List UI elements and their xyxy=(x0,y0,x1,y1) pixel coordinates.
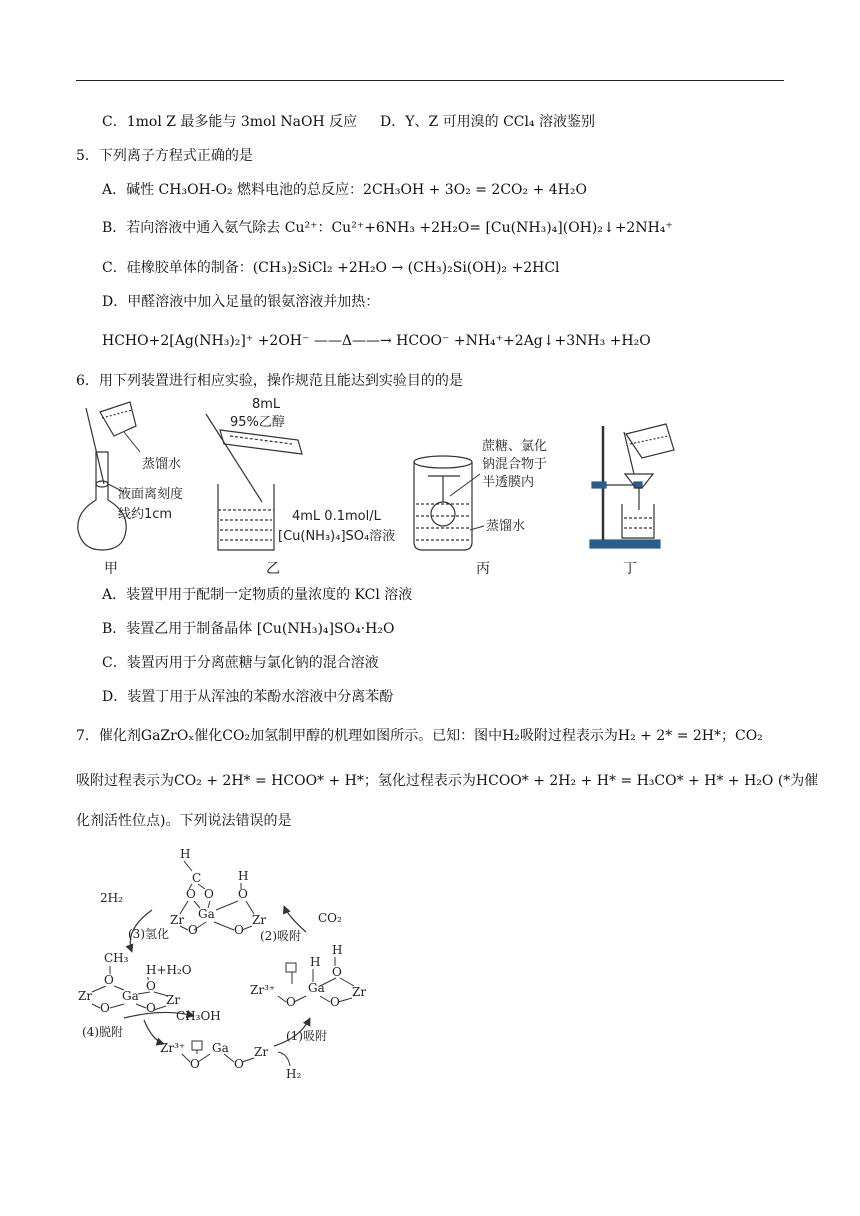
svg-text:O: O xyxy=(234,923,244,937)
bing-note-line1: 蔗糖、氯化 xyxy=(482,439,548,454)
q5-option-d-equation: HCHO+2[Ag(NH₃)₂]⁺ +2OH⁻ ——Δ——→ HCOO⁻ +NH₄⁺+2Ag↓+3NH₃ +H₂O xyxy=(102,333,651,349)
q6-option-a: A．装置甲用于配制一定物质的量浓度的 KCl 溶液 xyxy=(102,587,413,603)
bing-note-line3: 半透膜内 xyxy=(482,475,535,490)
label-step2-adsorption: (2)吸附 xyxy=(260,929,301,943)
bing-note-line2: 钠混合物于 xyxy=(482,457,548,472)
svg-text:H: H xyxy=(180,847,191,861)
svg-text:Zr³⁺: Zr³⁺ xyxy=(160,1041,186,1055)
svg-text:CH₃: CH₃ xyxy=(104,951,129,965)
svg-text:H: H xyxy=(332,943,343,957)
svg-text:Ga: Ga xyxy=(122,989,139,1003)
header-rule xyxy=(76,80,784,81)
q5-option-b: B．若向溶液中通入氨气除去 Cu²⁺：Cu²⁺+6NH₃ +2H₂O= [Cu(NH₃)₄](OH)₂↓+2NH₄⁺ xyxy=(102,220,673,236)
caption-bing: 丙 xyxy=(476,561,490,577)
reactant-co2: CO₂ xyxy=(318,911,342,925)
h2-feed-line xyxy=(278,1052,290,1066)
jia-note-line2: 线约1cm xyxy=(118,507,173,522)
catalyst-site xyxy=(160,1041,268,1071)
q6-option-d: D．装置丁用于从浑浊的苯酚水溶液中分离苯酚 xyxy=(102,689,394,705)
q5-option-c: C．硅橡胶单体的制备：(CH₃)₂SiCl₂ +2H₂O → (CH₃)₂Si(OH)₂ +2HCl xyxy=(102,260,560,276)
label-step1-adsorption: (1)吸附 xyxy=(286,1029,327,1043)
yi-solution-name: [Cu(NH₃)₄]SO₄溶液 xyxy=(278,529,396,544)
svg-text:O: O xyxy=(332,965,342,979)
q7-text-line3: 化剂活性位点)。下列说法错误的是 xyxy=(76,813,292,829)
q4-option-c: C．1mol Z 最多能与 3mol NaOH 反应 xyxy=(102,114,358,130)
caption-jia: 甲 xyxy=(104,561,118,577)
svg-text:Ga: Ga xyxy=(212,1041,229,1055)
q7-mechanism-diagram xyxy=(74,840,384,1080)
intermediate-ch3o xyxy=(78,951,192,1015)
svg-text:Zr: Zr xyxy=(78,989,93,1003)
svg-text:Ga: Ga xyxy=(308,981,325,995)
svg-text:H+H₂O: H+H₂O xyxy=(146,963,192,977)
svg-text:Zr: Zr xyxy=(252,913,267,927)
yi-solution-conc: 4mL 0.1mol/L xyxy=(292,509,381,524)
label-step4-desorption: (4)脱附 xyxy=(82,1025,123,1039)
svg-text:O: O xyxy=(204,887,214,901)
svg-text:Zr: Zr xyxy=(352,985,367,999)
svg-text:O: O xyxy=(100,1001,110,1015)
filtration-stand-diagram xyxy=(590,424,674,548)
q4-option-d: D．Y、Z 可用溴的 CCl₄ 溶液鉴别 xyxy=(380,114,596,130)
reactant-2h2: 2H₂ xyxy=(100,891,123,905)
svg-text:O: O xyxy=(190,1057,200,1071)
svg-text:O: O xyxy=(286,995,296,1009)
yi-ethanol-label: 95%乙醇 xyxy=(230,415,285,430)
svg-text:O: O xyxy=(146,979,156,993)
q7-text-line1: 7．催化剂GaZrOₓ催化CO₂加氢制甲醇的机理如图所示。已知：图中H₂吸附过程表示为H₂ + 2* = 2H*；CO₂ xyxy=(76,728,763,744)
svg-text:Zr: Zr xyxy=(170,913,185,927)
svg-text:O: O xyxy=(146,1001,156,1015)
intermediate-hcoo xyxy=(170,847,266,937)
jia-note-line1: 液面离刻度 xyxy=(118,487,184,502)
svg-text:Zr: Zr xyxy=(254,1045,269,1059)
svg-text:C: C xyxy=(192,871,202,885)
q7-text-line2: 吸附过程表示为CO₂ + 2H* = HCOO* + H*；氢化过程表示为HCOO* + 2H₂ + H* = H₃CO* + H* + H₂O (*为催 xyxy=(76,773,819,789)
q5-option-d: D．甲醛溶液中加入足量的银氨溶液并加热： xyxy=(102,294,380,310)
svg-text:H: H xyxy=(238,869,249,883)
dialysis-beaker-diagram xyxy=(414,456,472,550)
volumetric-flask-diagram xyxy=(78,402,136,550)
q6-option-b: B．装置乙用于制备晶体 [Cu(NH₃)₄]SO₄·H₂O xyxy=(102,621,395,637)
svg-text:Zr: Zr xyxy=(166,993,181,1007)
q5-stem: 5．下列离子方程式正确的是 xyxy=(76,148,253,164)
svg-text:O: O xyxy=(238,887,248,901)
q6-option-c: C．装置丙用于分离蔗糖与氯化钠的混合溶液 xyxy=(102,655,379,671)
svg-text:Zr³⁺: Zr³⁺ xyxy=(250,983,276,997)
q5-option-a: A．碱性 CH₃OH-O₂ 燃料电池的总反应：2CH₃OH + 3O₂ = 2CO₂ + 4H₂O xyxy=(102,182,587,198)
reactant-h2: H₂ xyxy=(286,1067,302,1080)
label-step3-hydrogenation: (3)氢化 xyxy=(128,927,169,941)
svg-text:O: O xyxy=(234,1057,244,1071)
q6-apparatus-figure xyxy=(70,392,690,560)
caption-ding: 丁 xyxy=(623,561,637,577)
intermediate-h-adsorbed xyxy=(250,943,366,1009)
q6-stem: 6．用下列装置进行相应实验，操作规范且能达到实验目的的是 xyxy=(76,373,463,389)
svg-text:O: O xyxy=(188,923,198,937)
svg-text:H: H xyxy=(310,955,321,969)
caption-yi: 乙 xyxy=(266,561,280,577)
product-ch3oh: CH₃OH xyxy=(176,1009,221,1023)
svg-text:O: O xyxy=(186,887,196,901)
jia-water-label: 蒸馏水 xyxy=(142,457,182,472)
bing-water-label: 蒸馏水 xyxy=(486,519,526,534)
svg-text:Ga: Ga xyxy=(198,907,215,921)
svg-text:O: O xyxy=(104,973,114,987)
yi-volume-label: 8mL xyxy=(252,397,281,412)
svg-text:O: O xyxy=(330,995,340,1009)
